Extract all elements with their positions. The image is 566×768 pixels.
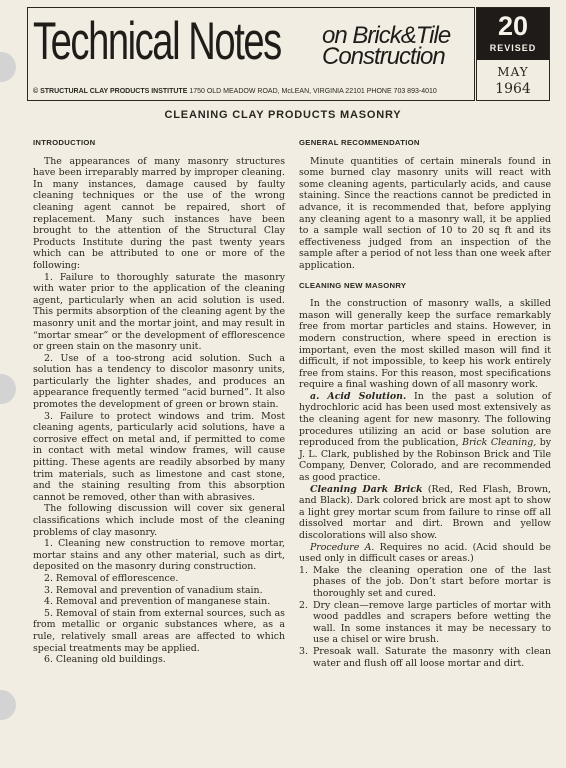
procedure-a-text: Requires no acid. (Acid should be used only in difficult cases or areas.) xyxy=(299,541,551,565)
procedure-a-lead: Procedure A. xyxy=(310,541,375,553)
classification-item-5: 5. Removal of stain from external sources, such as from metallic or organic substances where, as a rule, relatively small areas are affected to which special treatments may be applied. xyxy=(33,607,285,654)
masthead-address xyxy=(33,88,437,95)
procedure-step xyxy=(299,565,551,600)
publication-title: Brick Cleaning, xyxy=(462,437,537,449)
left-column xyxy=(33,137,285,666)
issue-month: MAY xyxy=(497,65,529,79)
dark-brick-text: (Red, Red Flash, Brown, and Black). Dark colored brick are most apt to show a light grey mortar scum from failure to rinse off all dissolved mortar and dirt. Brown and yellow discolorations will also show. xyxy=(299,483,551,541)
intro-paragraph: The appearances of many masonry structures have been irreparably marred by improper cleaning. In many instances, damage caused by faulty cleaning techniques or the use of the wrong cleaning agent cannot be repaired, short of replacement. Many such instances have been brought to the attention of the Structural Clay Products Institute during the past twenty years which can be attributed to one or more of the following: xyxy=(33,155,285,271)
cause-item-3: 3. Failure to protect windows and trim. Most cleaning agents, particularly acid solutions, have a corrosive effect on metal and, if permitted to come in contact with metal window frames, will cause pitting. These agents are readily absorbed by many trim materials, such as limestone and cast stone, and the staining resulting from this absorption cannot be removed, other than with abrasives. xyxy=(33,410,285,503)
issue-year: 1964 xyxy=(495,81,531,97)
binder-hole xyxy=(0,52,16,82)
step-text: Dry clean—remove large particles of mortar with wood paddles and scrapers before wetting the wall. In some instances it may be necessary to use a chisel or wire brush. xyxy=(313,599,551,646)
procedure-step xyxy=(299,600,551,646)
publisher-address: 1750 OLD MEADOW ROAD, McLEAN, VIRGINIA 22101 PHONE 703 893-4010 xyxy=(189,88,437,95)
procedure-steps xyxy=(299,565,551,669)
section-heading-cleaning-new: CLEANING NEW MASONRY xyxy=(299,280,407,290)
cause-item-2: 2. Use of a too-strong acid solution. Such a solution has a tendency to discolor masonry units, particularly the lighter shades, and produces an appearance frequently termed “acid burned”. It also promotes the development of green or brown stain. xyxy=(33,352,285,411)
classification-item-3: 3. Removal and prevention of vanadium stain. xyxy=(44,584,263,596)
classification-item-4: 4. Removal and prevention of manganese stain. xyxy=(44,596,271,608)
acid-solution-lead: a. Acid Solution. xyxy=(310,390,407,402)
revised-label: REVISED xyxy=(489,43,537,53)
masthead xyxy=(27,7,475,101)
issue-number: 20 xyxy=(497,11,529,41)
step-number: 3. xyxy=(299,645,308,657)
step-number: 2. xyxy=(299,599,308,611)
right-column xyxy=(299,137,551,669)
acid-solution-paragraph xyxy=(299,391,551,484)
dark-brick-lead: Cleaning Dark Brick xyxy=(310,483,423,495)
cause-item-1: 1. Failure to thoroughly saturate the masonry with water prior to the application of the cleaning agent, particularly when an acid solution is used. This permits absorption of the cleaning agent by the masonry unit and the mortar joint, and may result in “mortar smear” or the development of efflorescence or green stain on the masonry unit. xyxy=(33,271,285,353)
document-title: CLEANING CLAY PRODUCTS MASONRY xyxy=(164,109,402,121)
step-text: Presoak wall. Saturate the masonry with clean water and flush off all loose mortar and dirt. xyxy=(313,645,551,669)
section-heading-introduction: INTRODUCTION xyxy=(33,138,96,147)
masthead-subtitle-line2: Construction xyxy=(322,43,445,70)
new-masonry-paragraph: In the construction of masonry walls, a skilled mason will generally keep the surface remarkably free from mortar particles and stains. However, in modern construction, where speed in erection is important, even the most skilled mason will find it difficult, if not impossible, to keep his work entirely free from stains. For this reason, most specifications require a final washing down of all masonry work. xyxy=(299,298,551,391)
classification-item-6: 6. Cleaning old buildings. xyxy=(44,654,166,666)
binder-hole xyxy=(0,690,16,720)
acid-solution-text: In the past a solution of hydrochloric acid has been used most extensively as the cleaning agent for new masonry. The following procedures utilizing an acid or base solution are reproduced from the publication, xyxy=(299,390,551,449)
step-text: Make the cleaning operation one of the last phases of the job. Don’t start before mortar is thoroughly set and cured. xyxy=(313,564,551,599)
binder-hole xyxy=(0,374,16,404)
publisher-name: © STRUCTURAL CLAY PRODUCTS INSTITUTE xyxy=(33,88,188,95)
section-heading-general: GENERAL RECOMMENDATION xyxy=(299,138,420,147)
classification-item-1: 1. Cleaning new construction to remove mortar, mortar stains and any other material, such as dirt, deposited on the masonry during construction. xyxy=(33,538,285,573)
dark-brick-paragraph xyxy=(299,484,551,542)
procedure-step xyxy=(299,646,551,669)
procedure-a-paragraph xyxy=(299,542,551,565)
masthead-subtitle xyxy=(322,22,470,70)
issue-number-block xyxy=(477,8,549,60)
acid-solution-text-2: by J. L. Clark, published by the Robinson Brick and Tile Company, Denver, Colorado, and are recommended as good practice. xyxy=(299,437,551,484)
general-recommendation-paragraph: Minute quantities of certain minerals found in some burned clay masonry units will react with some cleaning agents, particularly acids, and cause staining. Since the reactions cannot be predicted in advance, it is recommended that, before applying any cleaning agent to a masonry wall, it be applied to a sample wall section of 10 to 20 sq ft and its effectiveness judged from an inspection of the sample after a period of not less than one week after application. xyxy=(299,155,551,271)
classification-item-2: 2. Removal of efflorescence. xyxy=(44,572,179,584)
masthead-subtitle-line1: on Brick&Tile xyxy=(322,22,451,49)
step-number: 1. xyxy=(299,564,308,576)
issue-badge xyxy=(476,7,550,101)
masthead-title: Technical Notes xyxy=(33,12,281,71)
discussion-paragraph: The following discussion will cover six general classifications which include most of the cleaning problems of clay masonry. xyxy=(33,503,285,538)
